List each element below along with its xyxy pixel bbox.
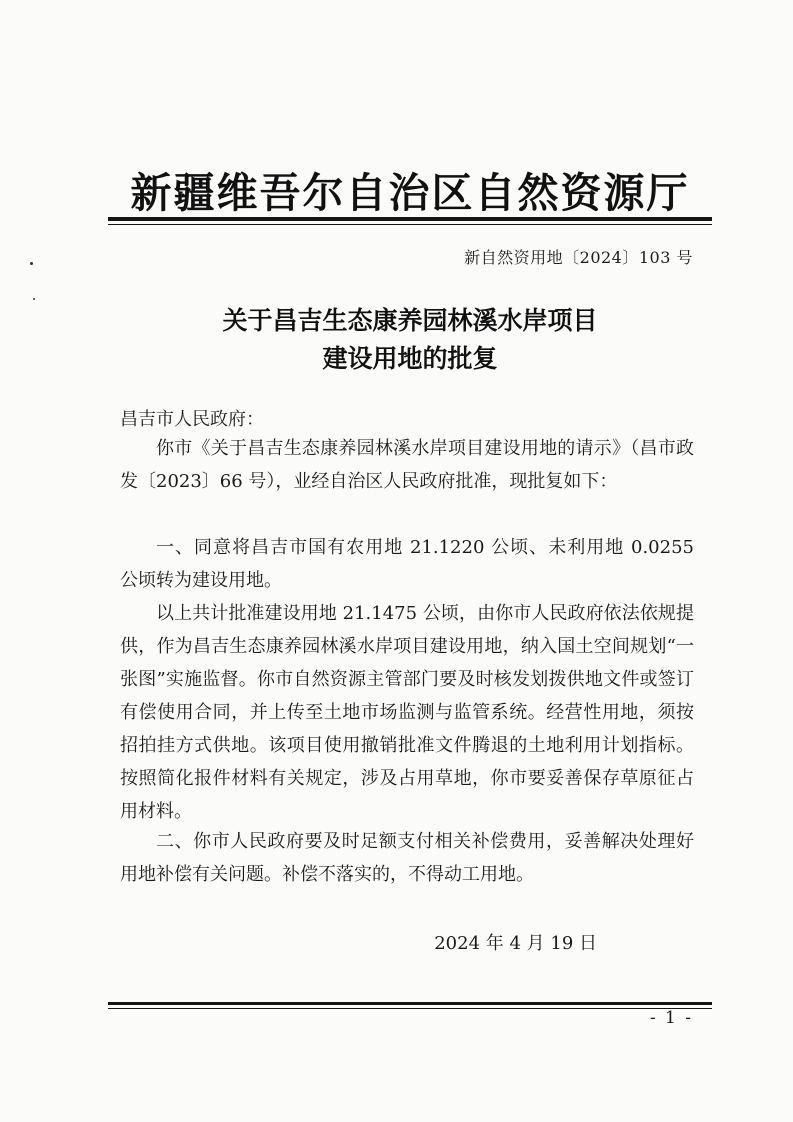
issue-date: 2024 年 4 月 19 日 xyxy=(434,933,597,954)
scan-speck xyxy=(33,298,35,300)
body-paragraph-3: 以上共计批准建设用地 21.1475 公顷，由你市人民政府依法依规提供，作为昌吉生态康养园林溪水岸项目建设用地，纳入国土空间规划“一张图”实施监督。你市自然资源主管部门要及时核发划拨供地文件或签订有偿使用合同，并上传至土地市场监测与监管系统。经营性用地，须按招拍挂方式供地。该项目使用撤销批准文件腾退的土地利用计划指标。按照简化报件材料有关规定，涉及占用草地，你市要妥善保存草原征占用材料。 xyxy=(120,603,694,822)
scan-speck xyxy=(30,262,33,265)
page-number: - 1 - xyxy=(649,1008,693,1028)
document-title-line-2: 建设用地的批复 xyxy=(322,344,498,373)
document-title-line-1: 关于昌吉生态康养园林溪水岸项目 xyxy=(222,306,598,335)
footer-divider xyxy=(108,1002,712,1005)
body-paragraph-4: 二、你市人民政府要及时足额支付相关补偿费用，妥善解决处理好用地补偿有关问题。补偿不落实的，不得动工用地。 xyxy=(120,831,694,885)
body-paragraph-2: 一、同意将昌吉市国有农用地 21.1220 公顷、未利用地 0.0255 公顷转为建设用地。 xyxy=(120,537,694,591)
header-divider xyxy=(108,217,712,221)
header-divider-thin xyxy=(108,224,712,225)
footer-divider-thin xyxy=(108,1008,712,1009)
agency-header: 新疆维吾尔自治区自然资源厅 xyxy=(130,169,690,217)
addressee: 昌吉市人民政府： xyxy=(120,409,264,430)
body-paragraph-1: 你市《关于昌吉生态康养园林溪水岸项目建设用地的请示》（昌市政发〔2023〕66 号），业经自治区人民政府批准，现批复如下： xyxy=(120,438,694,492)
document-number: 新自然资用地〔2024〕103 号 xyxy=(464,248,693,267)
document-title xyxy=(110,302,710,378)
